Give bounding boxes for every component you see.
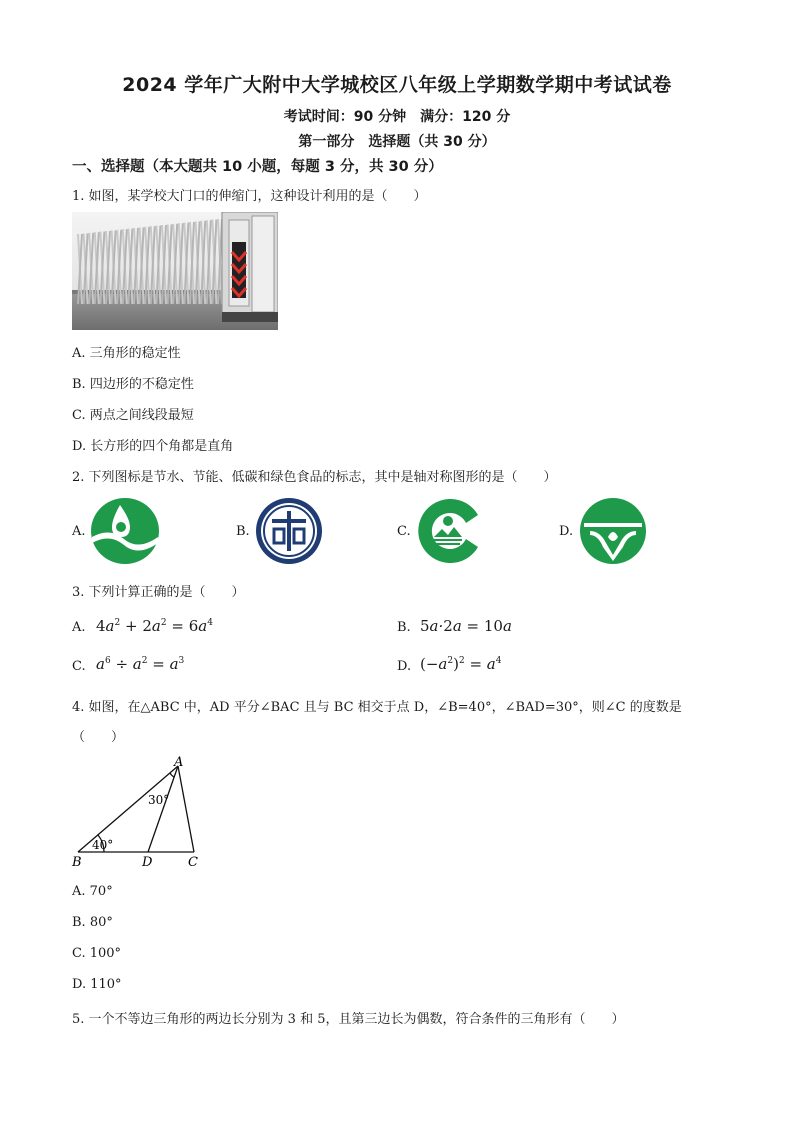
angle-b-label: 40° — [92, 838, 114, 852]
question-1-option-a: A. 三角形的稳定性 — [72, 346, 181, 361]
question-4-stem-line2: （ ） — [72, 730, 125, 745]
question-1-option-d: D. 长方形的四个角都是直角 — [72, 439, 234, 454]
question-3-stem: 3. 下列计算正确的是（ ） — [72, 585, 245, 600]
question-2-label-a: A. — [72, 524, 86, 539]
question-4-option-c: C. 100° — [72, 946, 122, 961]
question-3-option-c-expr: $a^6 \div a^2 = a^3$ — [96, 655, 185, 673]
question-2-label-b: B. — [236, 524, 250, 539]
exam-info: 考试时间：90 分钟 满分：120 分 — [283, 109, 511, 125]
question-5-stem: 5. 一个不等边三角形的两边长分别为 3 和 5，且第三边长为偶数，符合条件的三角形有（ ） — [72, 1012, 625, 1027]
question-4-option-a: A. 70° — [72, 884, 113, 899]
question-4-option-b: B. 80° — [72, 915, 113, 930]
question-1-stem: 1. 如图，某学校大门口的伸缩门，这种设计利用的是（ ） — [72, 189, 427, 204]
page-title: 2024 学年广大附中大学城校区八年级上学期数学期中考试试卷 — [122, 74, 672, 96]
question-3-label-c: C. — [72, 659, 86, 674]
vertex-c-label: C — [188, 855, 198, 870]
energy-saving-icon — [254, 497, 324, 565]
vertex-a-label: A — [174, 755, 184, 770]
vertex-b-label: B — [72, 855, 82, 870]
water-saving-icon — [90, 497, 160, 565]
part-heading: 第一部分 选择题（共 30 分） — [298, 134, 496, 150]
question-3-label-b: B. — [397, 620, 411, 635]
question-2-label-c: C. — [397, 524, 411, 539]
question-2-stem: 2. 下列图标是节水、节能、低碳和绿色食品的标志，其中是轴对称图形的是（ ） — [72, 470, 557, 485]
question-3-label-d: D. — [397, 659, 412, 674]
retractable-gate-image — [72, 212, 278, 330]
low-carbon-icon — [416, 497, 486, 565]
question-3-option-b-expr: 5a·2a = 10a — [420, 617, 512, 635]
question-2-label-d: D. — [559, 524, 574, 539]
angle-bad-label: 30° — [148, 793, 170, 807]
section-heading: 一、选择题（本大题共 10 小题，每题 3 分，共 30 分） — [72, 159, 443, 175]
question-4-option-d: D. 110° — [72, 977, 122, 992]
question-4-stem-line1: 4. 如图，在△ABC 中，AD 平分∠BAC 且与 BC 相交于点 D，∠B=40°，∠BAD=30°，则∠C 的度数是 — [72, 700, 682, 715]
question-3-option-d-expr: $(-a^2)^2 = a^4$ — [420, 655, 502, 673]
question-3-option-a-expr: $4a^2 + 2a^2 = 6a^4$ — [96, 617, 213, 635]
side-ac — [178, 766, 194, 852]
question-1-option-b: B. 四边形的不稳定性 — [72, 377, 194, 392]
question-3-label-a: A. — [72, 620, 86, 635]
green-food-icon — [578, 497, 648, 565]
vertex-d-label: D — [142, 855, 153, 870]
angle-bad-arc — [170, 773, 174, 777]
triangle-figure — [70, 752, 210, 870]
question-1-option-c: C. 两点之间线段最短 — [72, 408, 194, 423]
